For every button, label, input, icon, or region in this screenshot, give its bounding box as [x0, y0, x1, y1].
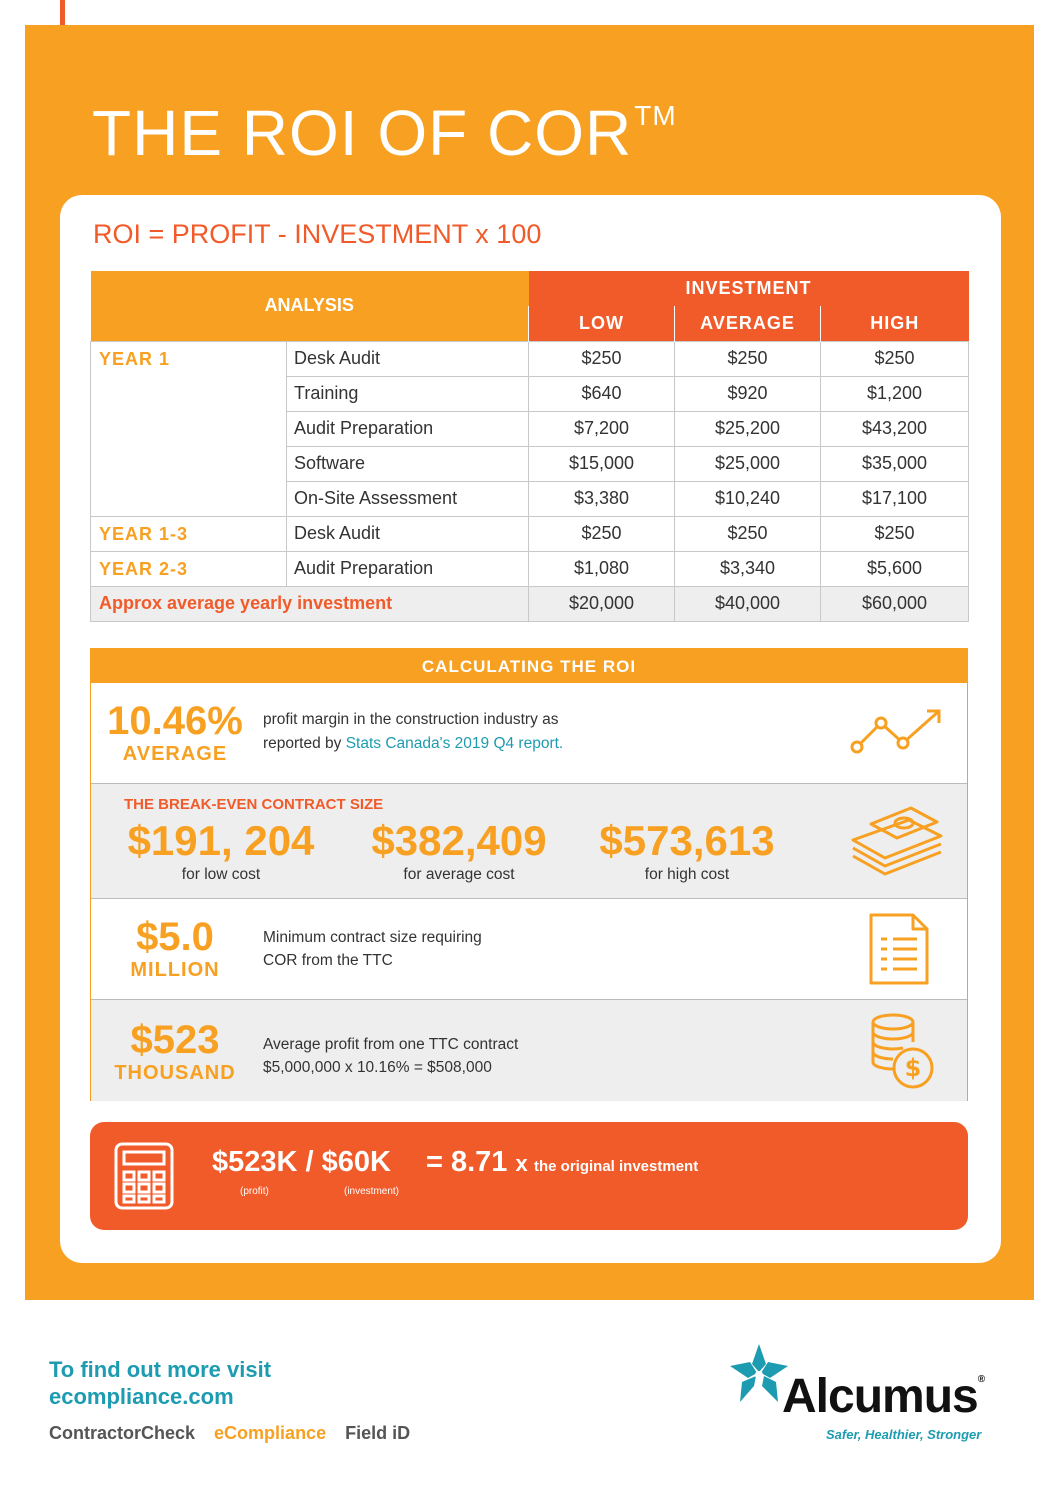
calculating-roi-section — [90, 648, 968, 1101]
break-even-low-value: $191, 204 — [127, 817, 315, 864]
svg-text:$: $ — [904, 1054, 922, 1082]
average-label: Approx average yearly investment — [91, 586, 529, 621]
col-low-header: LOW — [529, 306, 675, 341]
col-high-header: HIGH — [821, 306, 969, 341]
analysis-header: ANALYSIS — [91, 271, 529, 341]
row-value: $3,340 — [675, 551, 821, 586]
row-item: Software — [287, 446, 529, 481]
row-item: On-Site Assessment — [287, 481, 529, 516]
year-2-3-label: YEAR 2-3 — [91, 551, 287, 586]
roi-fraction: $523K / $60K — [212, 1146, 391, 1178]
coins-dollar-icon — [867, 1012, 937, 1092]
footer-visit — [49, 1356, 271, 1410]
minimum-contract-row — [91, 899, 967, 1000]
row-value: $640 — [529, 376, 675, 411]
minimum-contract-value: $5.0 — [136, 915, 214, 959]
roi-formula: ROI = PROFIT - INVESTMENT x 100 — [93, 219, 542, 249]
page-title: THE ROI OF COR™ — [92, 97, 677, 169]
break-even-title: THE BREAK-EVEN CONTRACT SIZE — [124, 796, 384, 813]
row-value: $250 — [821, 516, 969, 551]
table-row — [91, 341, 969, 376]
break-even-low-label: for low cost — [181, 866, 261, 883]
table-row — [91, 516, 969, 551]
roi-result-banner — [90, 1122, 968, 1230]
average-value: $60,000 — [821, 586, 969, 621]
row-item: Audit Preparation — [287, 551, 529, 586]
minimum-contract-figure — [97, 915, 253, 981]
average-profit-description: Average profit from one TTC contract $5,000,000 x 10.16% = $508,000 — [263, 1036, 519, 1076]
investment-header: INVESTMENT — [529, 271, 969, 306]
col-average-header: AVERAGE — [675, 306, 821, 341]
break-even-average-label: for average cost — [403, 866, 515, 883]
brand-ecompliance: eCompliance — [214, 1423, 327, 1443]
average-profit-sub: THOUSAND — [114, 1062, 236, 1084]
row-value: $250 — [821, 341, 969, 376]
minimum-contract-description: Minimum contract size requiring COR from the TTC — [263, 929, 482, 969]
minimum-contract-sub: MILLION — [130, 959, 220, 981]
year-1-3-label: YEAR 1-3 — [91, 516, 287, 551]
break-even-high — [587, 816, 787, 884]
row-item: Audit Preparation — [287, 411, 529, 446]
profit-margin-value: 10.46% — [107, 699, 243, 743]
average-profit-figure — [97, 1018, 253, 1084]
profit-margin-sub: AVERAGE — [122, 743, 228, 765]
break-even-high-value: $573,613 — [599, 817, 775, 864]
calculating-roi-header: CALCULATING THE ROI — [91, 649, 967, 683]
row-value: $250 — [529, 341, 675, 376]
calculator-icon — [112, 1140, 176, 1212]
brand-field-id: Field iD — [345, 1423, 411, 1443]
average-value: $20,000 — [529, 586, 675, 621]
average-profit-value: $523 — [130, 1018, 220, 1062]
money-stack-icon — [849, 802, 945, 880]
roi-result: = 8.71 x — [426, 1146, 528, 1178]
row-value: $250 — [675, 516, 821, 551]
profit-margin-row — [91, 683, 967, 784]
investment-caption: (investment) — [344, 1186, 400, 1197]
investment-table — [90, 271, 969, 622]
row-value: $25,000 — [675, 446, 821, 481]
document-icon — [867, 911, 931, 987]
break-even-high-label: for high cost — [644, 866, 730, 883]
row-value: $35,000 — [821, 446, 969, 481]
row-value: $1,080 — [529, 551, 675, 586]
year-1-label: YEAR 1 — [91, 341, 287, 516]
row-value: $3,380 — [529, 481, 675, 516]
break-even-average-value: $382,409 — [371, 817, 547, 864]
break-even-low — [121, 816, 321, 884]
alcumus-logo: Alcumus® — [782, 1370, 985, 1423]
row-value: $920 — [675, 376, 821, 411]
row-value: $17,100 — [821, 481, 969, 516]
profit-margin-figure — [97, 699, 253, 765]
brand-list — [49, 1423, 410, 1444]
roi-result-tail: the original investment — [534, 1158, 699, 1175]
row-value: $5,600 — [821, 551, 969, 586]
alcumus-tagline: Safer, Healthier, Stronger — [826, 1427, 982, 1442]
row-value: $7,200 — [529, 411, 675, 446]
trend-line-icon — [845, 703, 945, 759]
brand-contractorcheck: ContractorCheck — [49, 1423, 196, 1443]
row-value: $43,200 — [821, 411, 969, 446]
row-value: $250 — [675, 341, 821, 376]
footer-visit-text: To find out more visit — [49, 1357, 272, 1382]
break-even-row — [91, 784, 967, 899]
profit-margin-description: profit margin in the construction industry as reported by Stats Canada's 2019 Q4 report. — [263, 711, 564, 752]
row-item: Desk Audit — [287, 516, 529, 551]
row-value: $1,200 — [821, 376, 969, 411]
average-row — [91, 586, 969, 621]
table-row — [91, 551, 969, 586]
stats-canada-link[interactable]: Stats Canada's 2019 Q4 report. — [345, 735, 564, 752]
footer-website-link[interactable]: ecompliance.com — [49, 1384, 234, 1409]
row-item: Desk Audit — [287, 341, 529, 376]
average-value: $40,000 — [675, 586, 821, 621]
row-item: Training — [287, 376, 529, 411]
profit-caption: (profit) — [240, 1186, 269, 1197]
average-profit-row — [91, 1000, 967, 1101]
row-value: $15,000 — [529, 446, 675, 481]
row-value: $10,240 — [675, 481, 821, 516]
row-value: $250 — [529, 516, 675, 551]
break-even-average — [359, 816, 559, 884]
row-value: $25,200 — [675, 411, 821, 446]
